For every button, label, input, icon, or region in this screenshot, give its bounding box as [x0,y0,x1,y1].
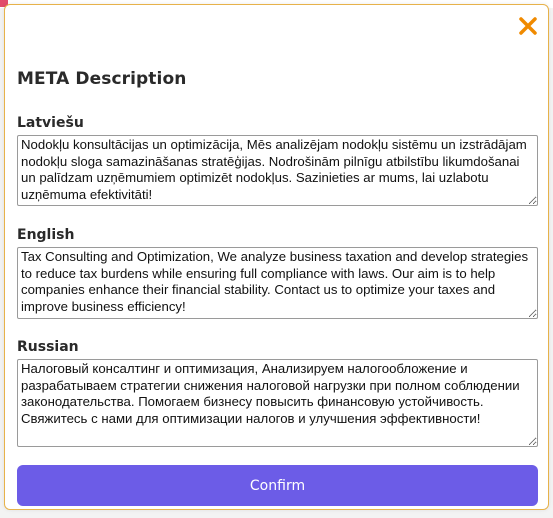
label-english: English [17,227,75,243]
meta-description-modal [4,4,549,510]
textarea-latviesu[interactable] [17,135,538,206]
textarea-english[interactable] [17,247,538,319]
textarea-russian[interactable] [17,359,538,447]
label-latviesu: Latviešu [17,115,84,131]
close-icon[interactable] [516,14,540,38]
label-russian: Russian [17,339,79,355]
confirm-button[interactable]: Confirm [17,465,538,506]
modal-title: META Description [17,69,187,89]
background-page-bottom [0,510,553,518]
